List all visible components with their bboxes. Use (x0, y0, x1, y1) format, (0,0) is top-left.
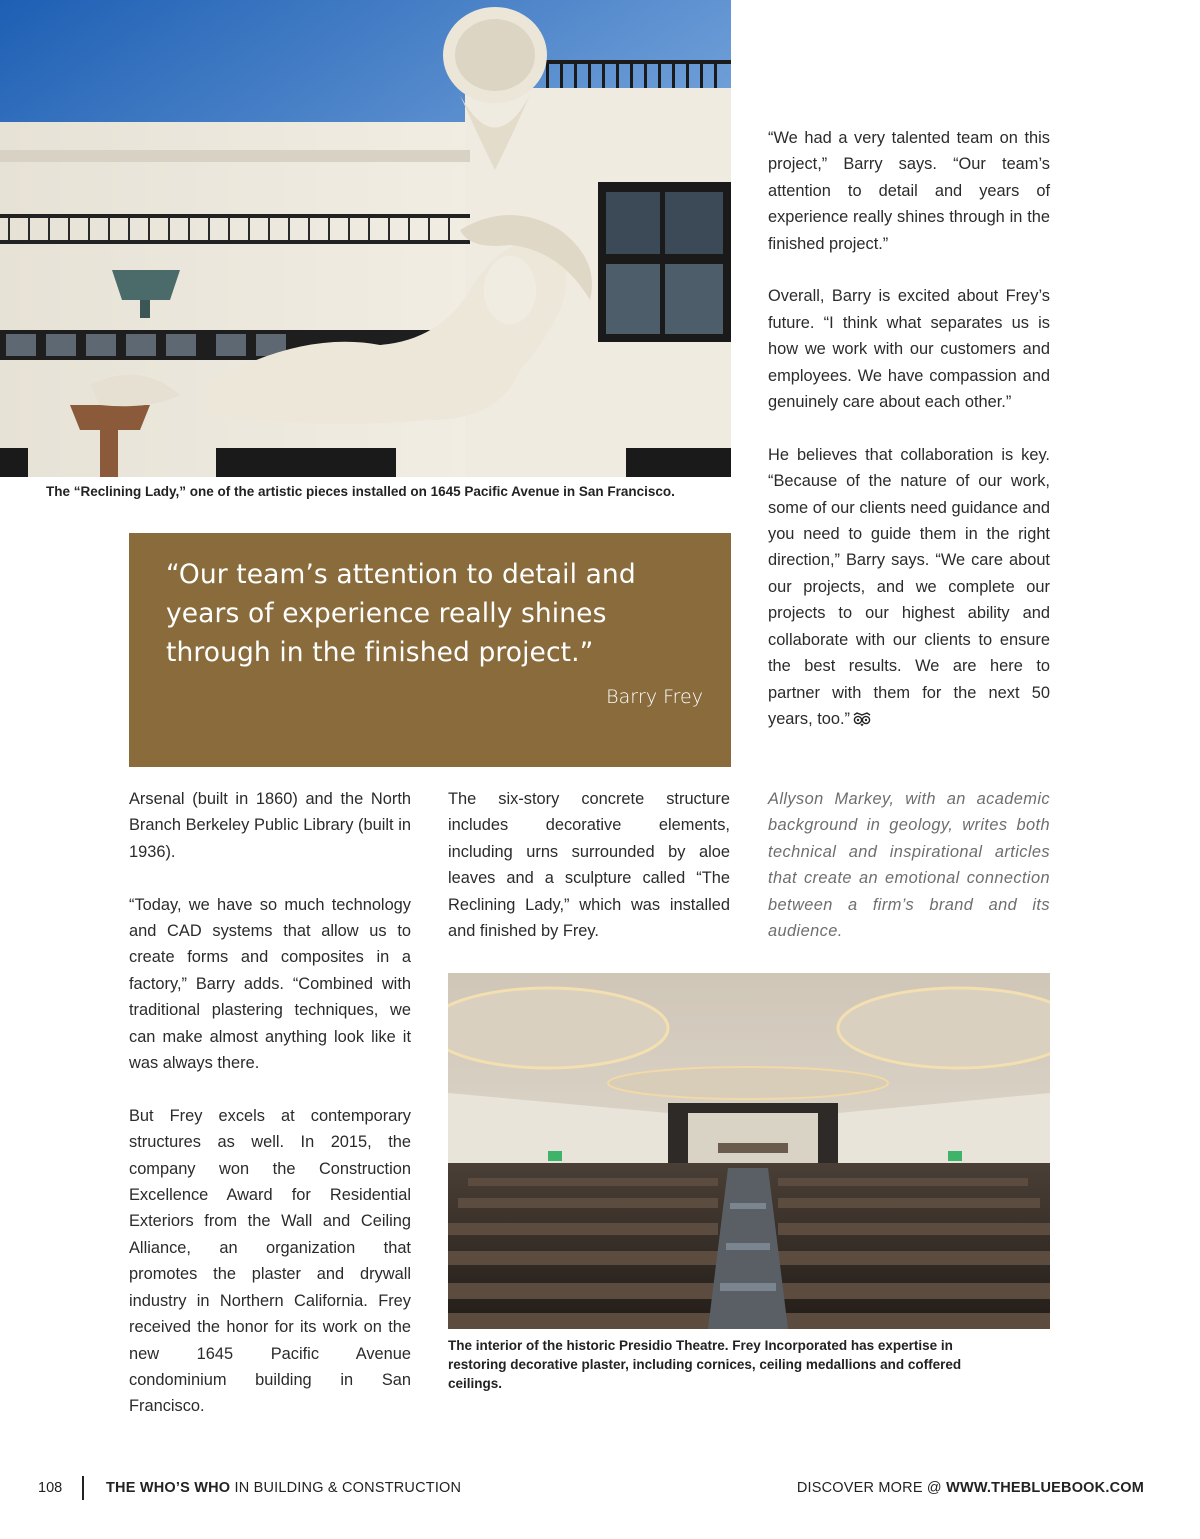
pull-quote-box (129, 533, 731, 767)
publication-name-rest: IN BUILDING & CONSTRUCTION (230, 1480, 462, 1496)
pull-quote-attribution: Barry Frey (606, 686, 703, 708)
paragraph: The six-story concrete structure includes decorative elements, including urns surrounded by aloe leaves and a sculpture called “The Reclining Lady,” which was installed and finished by Frey. (448, 790, 730, 941)
publication-name (106, 1480, 461, 1496)
pull-quote-text: “Our team’s attention to detail and years of experience really shines through in the finished project.” (166, 559, 636, 668)
paragraph: “Today, we have so much technology and CAD systems that allow us to create forms and composites in a factory,” Barry adds. “Combined with traditional plastering techniques, we can make almost anything look like it was always there. (129, 895, 411, 1073)
discover-prefix: DISCOVER MORE @ (796, 1480, 947, 1496)
discover-more (797, 1480, 1144, 1496)
paragraph: But Frey excels at contemporary structures as well. In 2015, the company won the Construction Excellence Award for Residential Exteriors from the Wall and Ceiling Alliance, an organization that promotes the plaster and drywall industry in Northern California. Frey received the honor for its work on the new 1645 Pacific Avenue condominium building in San Francisco. (129, 1106, 411, 1416)
article-column-1 (129, 786, 411, 1420)
article-column-right (768, 125, 1050, 734)
website-link[interactable]: WWW.THEBLUEBOOK.COM (946, 1480, 1144, 1496)
paragraph: Arsenal (built in 1860) and the North Branch Berkeley Public Library (built in 1936). (129, 790, 411, 861)
publication-name-bold: THE WHO’S WHO (106, 1480, 231, 1496)
owl-icon (853, 708, 871, 734)
paragraph-text: He believes that collaboration is key. “Because of the nature of our work, some of our clients need guidance and you need to guide them in the right direction,” Barry says. “We care about our projects, and we complete our projects to our highest ability and collaborate with our clients to ensure the best results. We are here to partner with them for the next 50 years, too.” (768, 445, 1050, 728)
paragraph: “We had a very talented team on this project,” Barry says. “Our team’s attention to detail and years of experience really shines through in the finished project.” (768, 129, 1050, 253)
photo-caption: The interior of the historic Presidio Theatre. Frey Incorporated has expertise in restoring decorative plaster, including cornices, ceiling medallions and coffered ceilings. (448, 1338, 962, 1391)
page-footer (0, 1474, 1200, 1504)
facade-photo (0, 0, 731, 477)
author-bio: Allyson Markey, with an academic background in geology, writes both technical and inspirational articles that create an emotional connection between a firm’s brand and its audience. (768, 790, 1050, 941)
footer-divider (82, 1476, 84, 1500)
paragraph: Overall, Barry is excited about Frey’s future. “I think what separates us is how we work with our customers and employees. We have compassion and genuinely care about each other.” (768, 287, 1050, 412)
photo-caption: The “Reclining Lady,” one of the artistic pieces installed on 1645 Pacific Avenue in San Francisco. (46, 484, 675, 499)
page-number: 108 (38, 1480, 63, 1496)
paragraph (768, 442, 1050, 734)
article-column-2 (448, 786, 730, 944)
theatre-photo (448, 973, 1050, 1329)
